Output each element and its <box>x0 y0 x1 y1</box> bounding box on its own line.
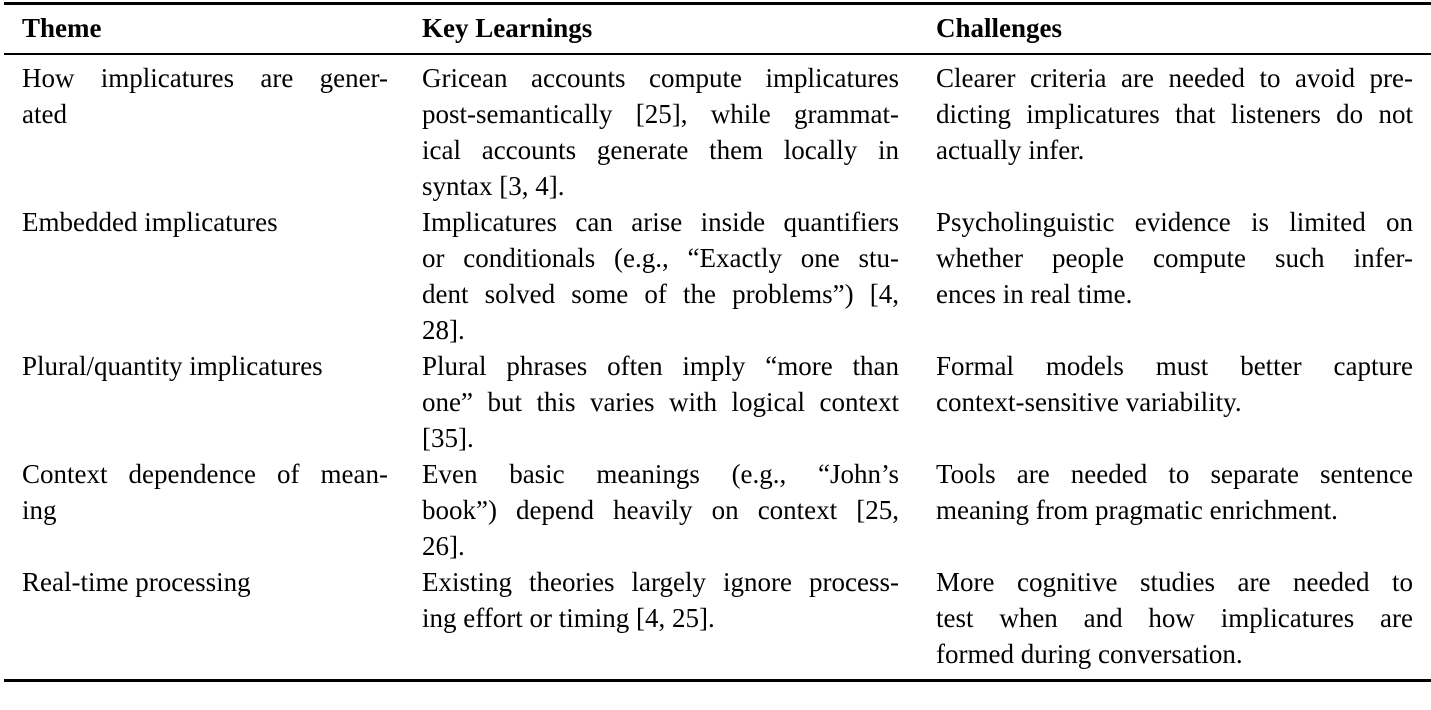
cell-text-line: Implicatures can arise inside quantifiers <box>422 207 899 237</box>
cell-key-learnings <box>422 564 899 636</box>
cell-text-line: More cognitive studies are needed to <box>936 567 1413 597</box>
cell-text-line: dicting implicatures that listeners do not <box>936 99 1413 129</box>
cell-challenges <box>936 564 1413 672</box>
cell-text-line: one” but this varies with logical context <box>422 387 899 417</box>
cell-text-line: dent solved some of the problems”) [4, <box>422 279 899 309</box>
cell-theme <box>22 348 388 384</box>
cell-text-line: Psycholinguistic evidence is limited on <box>936 207 1413 237</box>
cell-theme <box>22 60 388 132</box>
cell-challenges <box>936 60 1413 168</box>
cell-text-line: test when and how implicatures are <box>936 603 1413 633</box>
cell-key-learnings <box>422 456 899 564</box>
cell-text-line: ing effort or timing [4, 25]. <box>422 603 715 633</box>
cell-text-line: Plural/quantity implicatures <box>22 351 323 381</box>
cell-challenges <box>936 348 1413 420</box>
cell-text-line: formed during conversation. <box>936 639 1243 669</box>
cell-text-line: Gricean accounts compute implicatures <box>422 63 899 93</box>
cell-text-line: ences in real time. <box>936 279 1133 309</box>
cell-text-line: whether people compute such infer- <box>936 243 1413 273</box>
cell-text-line: How implicatures are gener- <box>22 63 388 93</box>
cell-text-line: context-sensitive variability. <box>936 387 1242 417</box>
cell-key-learnings <box>422 348 899 456</box>
cell-text-line: ing <box>22 495 57 525</box>
table-mid-rule <box>4 53 1431 55</box>
cell-text-line: meaning from pragmatic enrichment. <box>936 495 1338 525</box>
cell-challenges <box>936 204 1413 312</box>
cell-text-line: or conditionals (e.g., “Exactly one stu- <box>422 243 899 273</box>
header-key-learnings: Key Learnings <box>422 13 593 43</box>
header-challenges: Challenges <box>936 13 1063 43</box>
header-theme: Theme <box>22 13 102 43</box>
cell-text-line: ated <box>22 99 67 129</box>
cell-text-line: syntax [3, 4]. <box>422 171 565 201</box>
cell-text-line: Plural phrases often imply “more than <box>422 351 899 381</box>
cell-text-line: Tools are needed to separate sentence <box>936 459 1413 489</box>
cell-text-line: Real-time processing <box>22 567 251 597</box>
cell-text-line: 28]. <box>422 315 465 345</box>
cell-text-line: Embedded implicatures <box>22 207 278 237</box>
cell-text-line: actually infer. <box>936 135 1085 165</box>
cell-text-line: post-semantically [25], while grammat- <box>422 99 899 129</box>
table-top-rule <box>4 2 1431 5</box>
cell-text-line: [35]. <box>422 423 474 453</box>
cell-key-learnings <box>422 60 899 204</box>
cell-theme <box>22 456 388 528</box>
table-bottom-rule <box>4 679 1431 682</box>
cell-challenges <box>936 456 1413 528</box>
cell-text-line: Context dependence of mean- <box>22 459 388 489</box>
cell-text-line: ical accounts generate them locally in <box>422 135 899 165</box>
cell-text-line: Formal models must better capture <box>936 351 1413 381</box>
cell-theme <box>22 564 388 600</box>
cell-theme <box>22 204 388 240</box>
cell-key-learnings <box>422 204 899 348</box>
cell-text-line: Clearer criteria are needed to avoid pre- <box>936 63 1413 93</box>
cell-text-line: 26]. <box>422 531 465 561</box>
cell-text-line: Existing theories largely ignore process- <box>422 567 899 597</box>
cell-text-line: Even basic meanings (e.g., “John’s <box>422 459 899 489</box>
cell-text-line: book”) depend heavily on context [25, <box>422 495 899 525</box>
